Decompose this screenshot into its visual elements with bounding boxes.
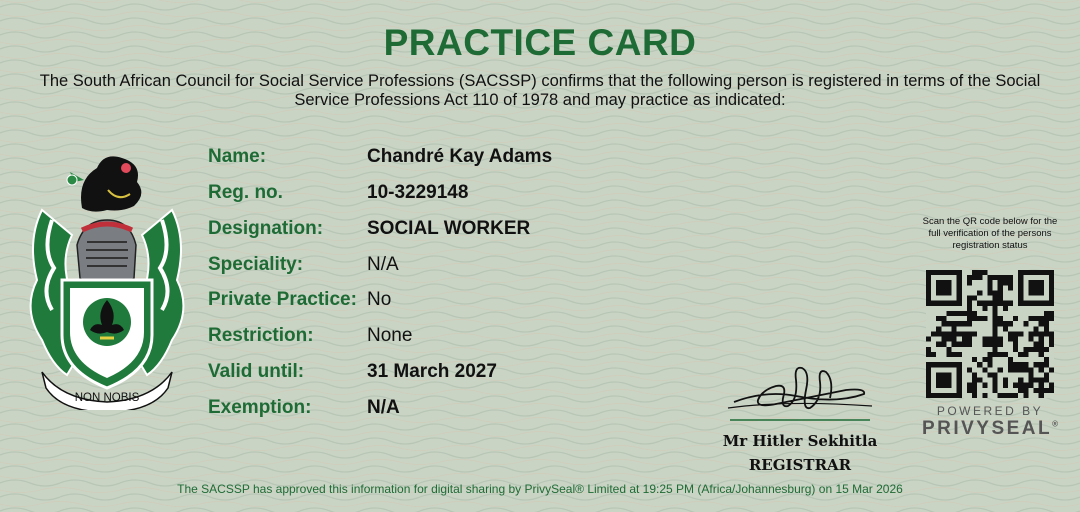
field-label: Reg. no. [208, 182, 283, 203]
field-value-speciality: N/A [367, 254, 399, 275]
sharing-approval-footer: The SACSSP has approved this information for digital sharing by PrivySeal® Limited at 19:25 PM (Africa/Johannesburg) on 15 Mar 2026 [177, 482, 903, 496]
registrar-signature [726, 360, 874, 422]
registrar-title: REGISTRAR [748, 456, 852, 474]
field-label: Valid until: [208, 361, 305, 382]
field-label: Name: [208, 146, 267, 167]
field-label: Restriction: [208, 325, 314, 346]
sacssp-coat-of-arms [22, 150, 192, 410]
field-label: Designation: [208, 218, 324, 239]
registrar-name: Mr Hitler Sekhitla [722, 432, 878, 450]
privyseal-logo [920, 418, 1060, 440]
field-value-reg-no: 10-3229148 [367, 182, 469, 203]
crest-motto: NON NOBIS [74, 392, 140, 404]
verification-qr-code[interactable] [926, 270, 1054, 398]
field-label: Private Practice: [208, 289, 357, 310]
card-title: PRACTICE CARD [383, 22, 697, 63]
field-value-exemption: N/A [367, 397, 400, 418]
field-label: Exemption: [208, 397, 312, 418]
field-value-restriction: None [367, 325, 413, 346]
field-value-name: Chandré Kay Adams [367, 146, 553, 167]
field-value-designation: SOCIAL WORKER [367, 218, 531, 239]
registered-mark: ® [1052, 419, 1059, 429]
intro-statement: The South African Council for Social Service Professions (SACSSP) confirms that the following person is registered in terms of the Social Service Professions Act 110 of 1978 and may practice as indicated: [39, 72, 1041, 109]
powered-by-label: POWERED BY [936, 404, 1044, 418]
field-label: Speciality: [208, 254, 304, 275]
field-value-valid-until: 31 March 2027 [367, 361, 497, 382]
field-value-private-practice: No [367, 289, 392, 310]
privyseal-wordmark: PRIVYSEAL [921, 418, 1053, 439]
qr-instruction: Scan the QR code below for the full verification of the persons registration status [922, 216, 1058, 251]
